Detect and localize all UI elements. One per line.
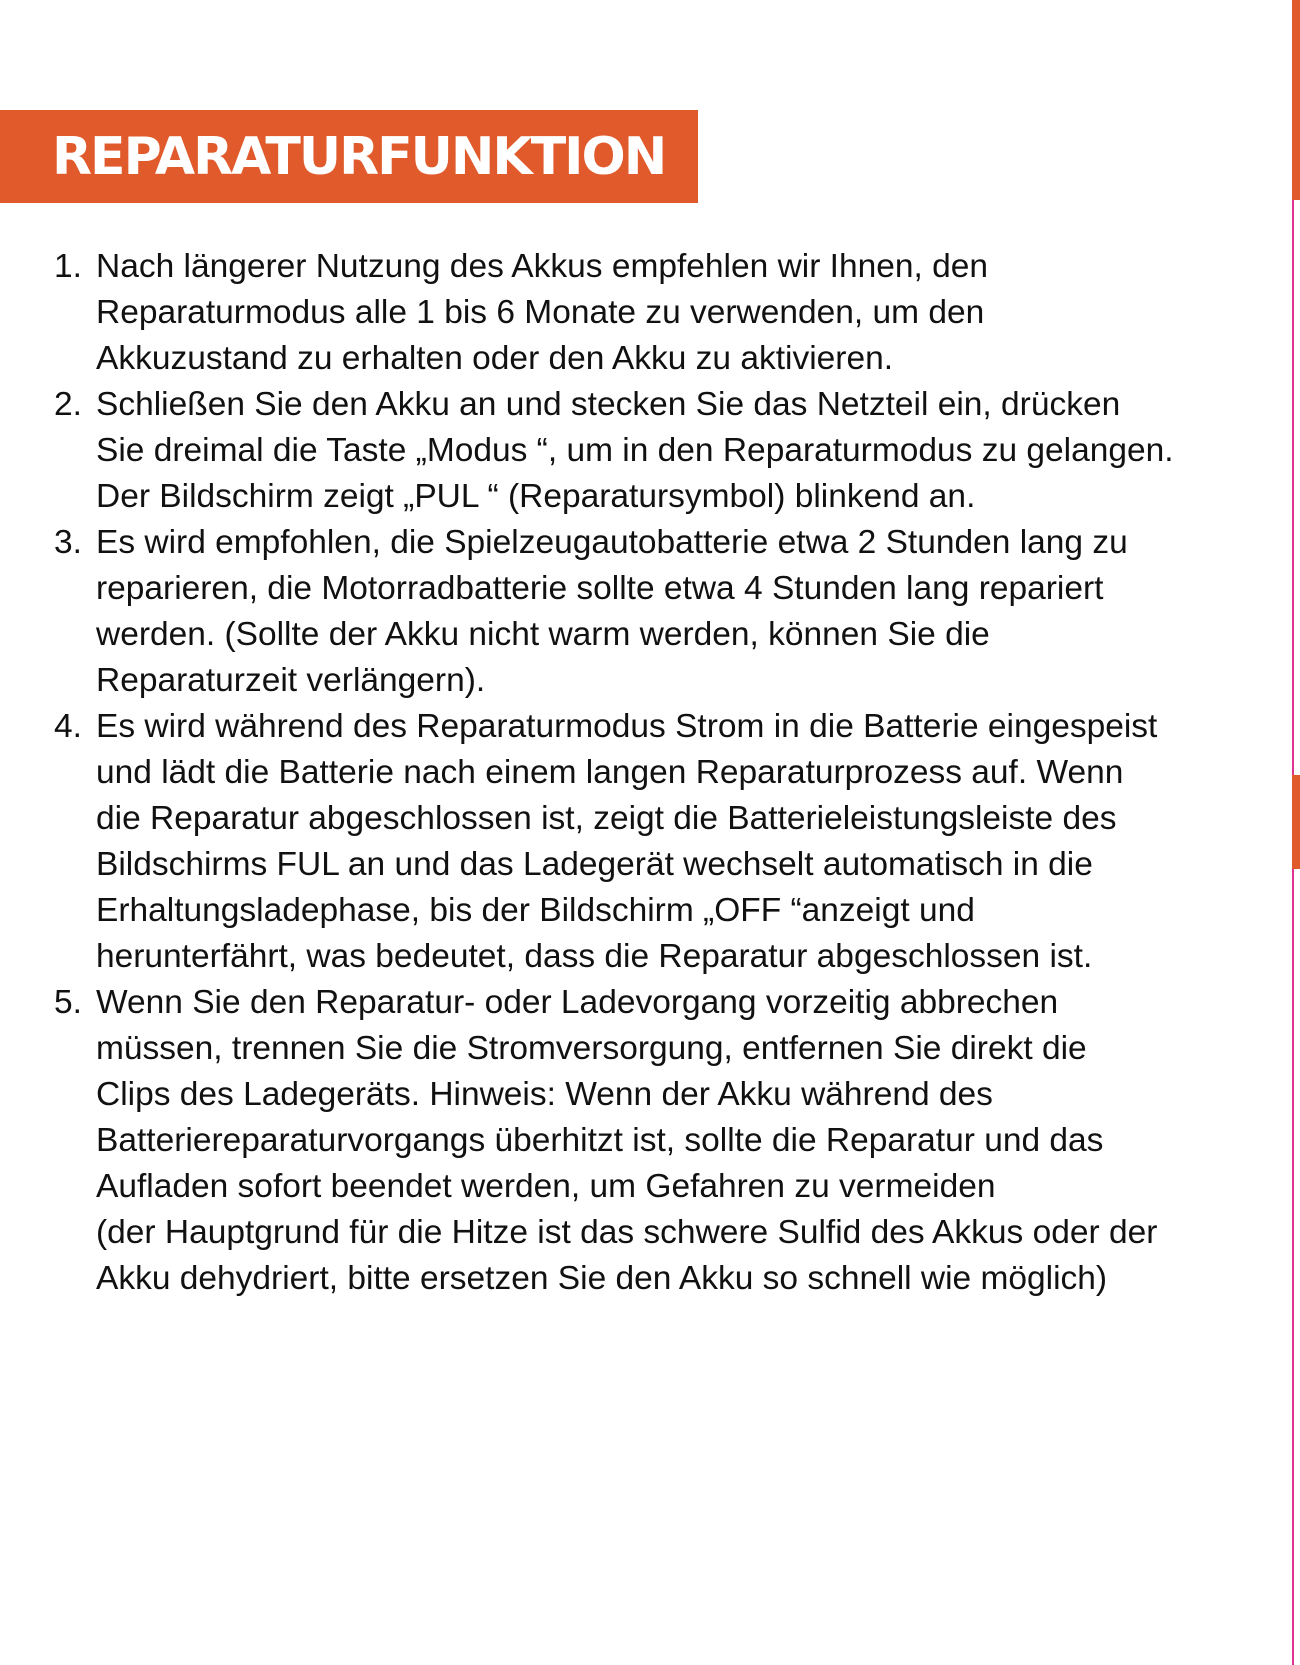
step-line: Akku dehydriert, bitte ersetzen Sie den Akku so schnell wie möglich) xyxy=(96,1260,1108,1297)
step-line: die Reparatur abgeschlossen ist, zeigt die Batterieleistungsleiste des xyxy=(96,800,1117,837)
step-number: 1. xyxy=(54,248,82,285)
step-item-2 xyxy=(54,382,1274,520)
step-line: Der Bildschirm zeigt „PUL “ (Reparatursymbol) blinkend an. xyxy=(96,478,976,515)
step-line: Erhaltungsladephase, bis der Bildschirm „OFF “anzeigt und xyxy=(96,892,975,929)
step-line: Aufladen sofort beendet werden, um Gefahren zu vermeiden xyxy=(96,1168,996,1205)
step-line: müssen, trennen Sie die Stromversorgung, entfernen Sie direkt die xyxy=(96,1030,1087,1067)
step-line: werden. (Sollte der Akku nicht warm werden, können Sie die xyxy=(96,616,990,653)
step-line: Es wird empfohlen, die Spielzeugautobatterie etwa 2 Stunden lang zu xyxy=(96,524,1128,561)
page-title: REPARATURFUNKTION xyxy=(52,126,666,187)
step-text xyxy=(96,980,1274,1302)
page-edge-marker-middle xyxy=(1292,775,1300,869)
step-line: (der Hauptgrund für die Hitze ist das schwere Sulfid des Akkus oder der xyxy=(96,1214,1158,1251)
step-line: Es wird während des Reparaturmodus Strom in die Batterie eingespeist xyxy=(96,708,1158,745)
step-line: Bildschirms FUL an und das Ladegerät wechselt automatisch in die xyxy=(96,846,1093,883)
step-line: und lädt die Batterie nach einem langen Reparaturprozess auf. Wenn xyxy=(96,754,1124,791)
step-line: Schließen Sie den Akku an und stecken Sie das Netzteil ein, drücken xyxy=(96,386,1121,423)
step-line: Sie dreimal die Taste „Modus “, um in den Reparaturmodus zu gelangen. xyxy=(96,432,1174,469)
repair-steps-list xyxy=(54,244,1274,1302)
step-number: 4. xyxy=(54,708,82,745)
step-line: Reparaturmodus alle 1 bis 6 Monate zu verwenden, um den xyxy=(96,294,985,331)
step-line: herunterfährt, was bedeutet, dass die Reparatur abgeschlossen ist. xyxy=(96,938,1093,975)
step-line: Wenn Sie den Reparatur- oder Ladevorgang vorzeitig abbrechen xyxy=(96,984,1059,1021)
step-number: 5. xyxy=(54,984,82,1021)
step-line: Batteriereparaturvorgangs überhitzt ist, sollte die Reparatur und das xyxy=(96,1122,1104,1159)
step-text xyxy=(96,520,1274,704)
step-line: reparieren, die Motorradbatterie sollte etwa 4 Stunden lang repariert xyxy=(96,570,1104,607)
title-banner xyxy=(0,110,698,203)
step-text xyxy=(96,382,1274,520)
step-line: Clips des Ladegeräts. Hinweis: Wenn der Akku während des xyxy=(96,1076,993,1113)
step-item-1 xyxy=(54,244,1274,382)
step-item-5 xyxy=(54,980,1274,1302)
step-text xyxy=(96,704,1274,980)
step-text xyxy=(96,244,1274,382)
step-line: Nach längerer Nutzung des Akkus empfehlen wir Ihnen, den xyxy=(96,248,989,285)
step-item-4 xyxy=(54,704,1274,980)
step-number: 2. xyxy=(54,386,82,423)
step-line: Akkuzustand zu erhalten oder den Akku zu aktivieren. xyxy=(96,340,894,377)
step-item-3 xyxy=(54,520,1274,704)
step-line: Reparaturzeit verlängern). xyxy=(96,662,486,699)
page-edge-marker-top xyxy=(1292,0,1300,200)
step-number: 3. xyxy=(54,524,82,561)
